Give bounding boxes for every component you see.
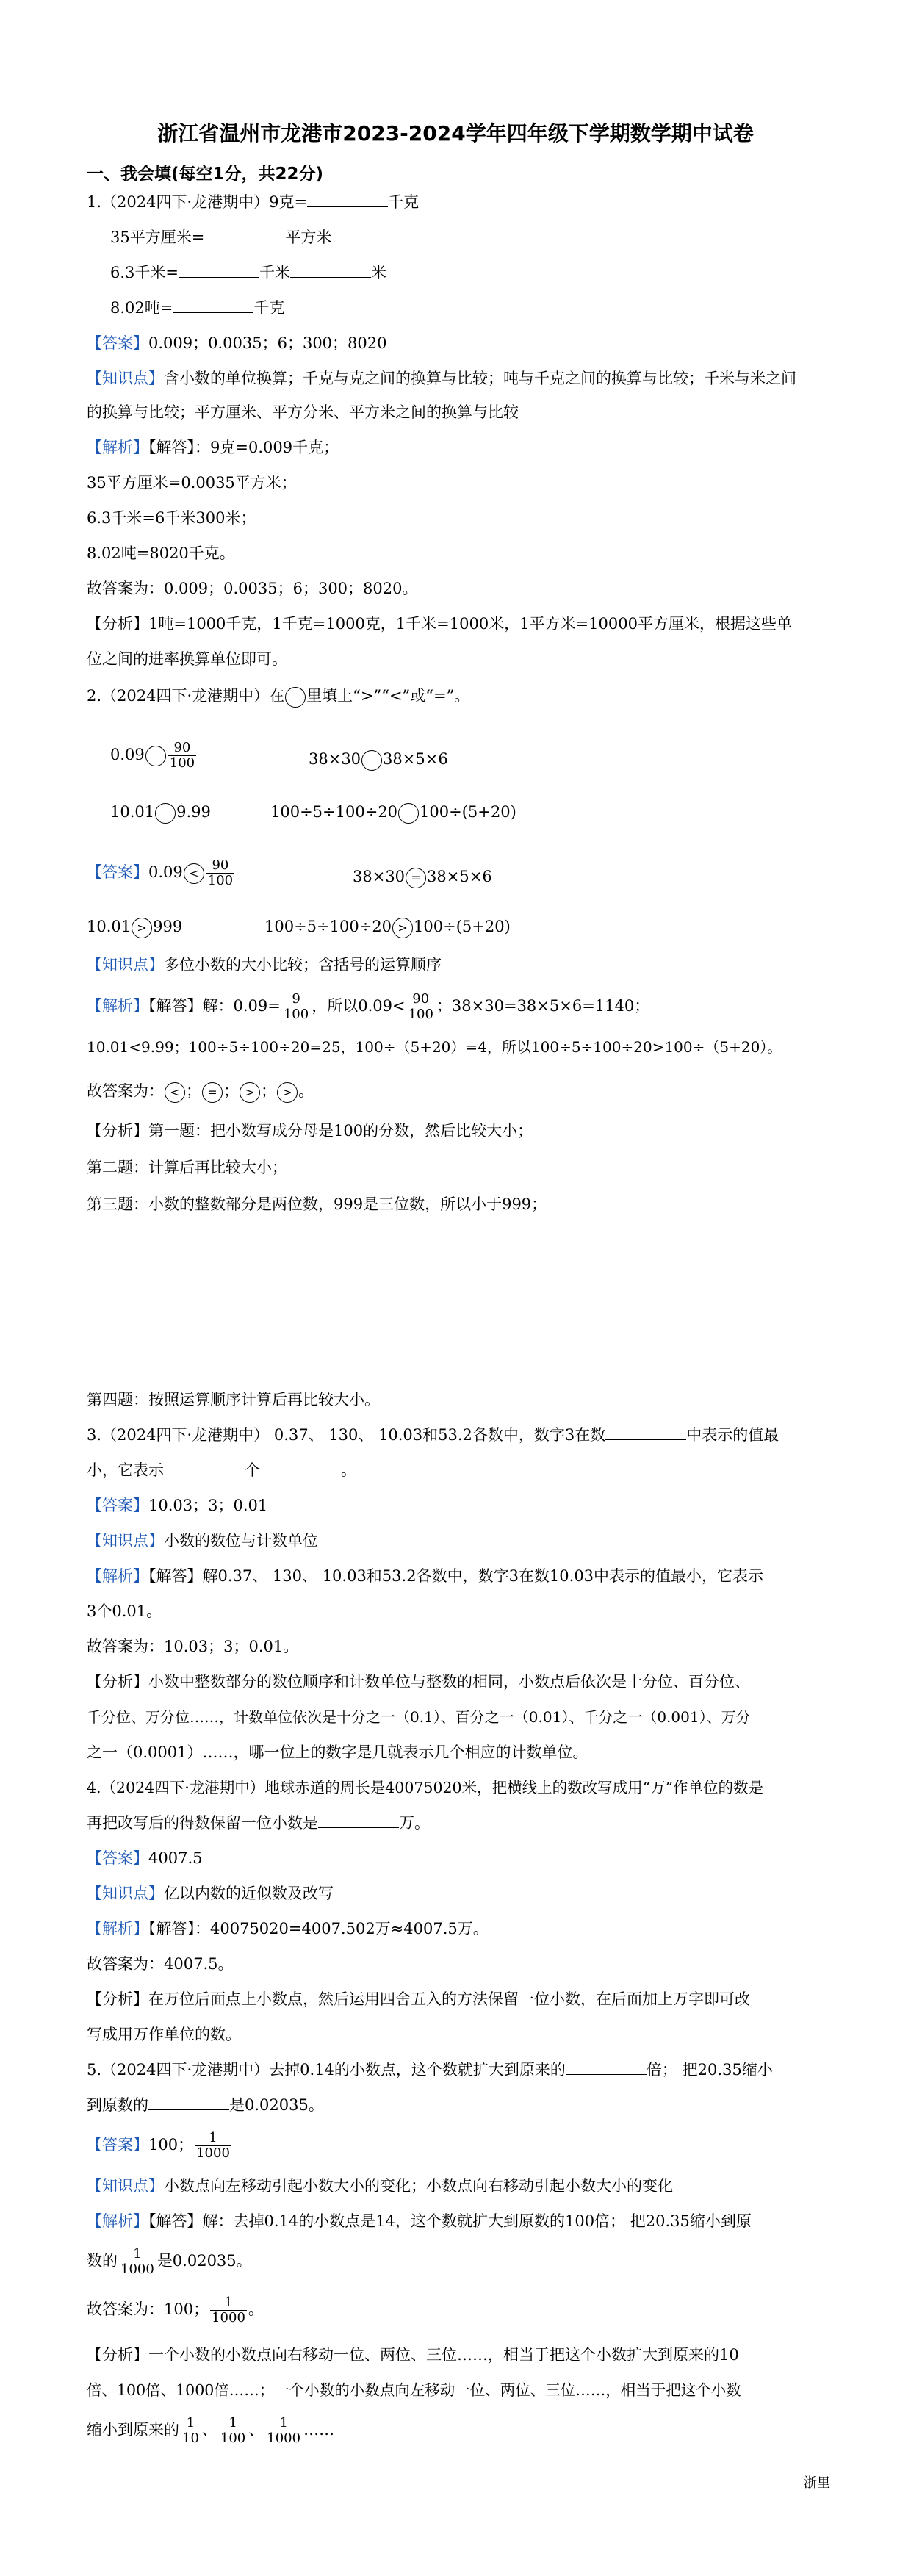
- q4-remark: 【分析】在万位后面点上小数点，然后运用四舍五入的方法保留一位小数，在后面加上万字即可改: [87, 1990, 750, 2008]
- q1-knowledge: 【知识点】含小数的单位换算；千克与克之间的换算与比较；吨与千克之间的换算与比较；千米与米之间: [87, 370, 796, 387]
- answer-blank[interactable]: [179, 262, 259, 278]
- q5-knowledge: 【知识点】小数点向左移动引起小数大小的变化；小数点向右移动引起小数大小的变化: [87, 2177, 673, 2195]
- q3-knowledge: 【知识点】小数的数位与计数单位: [87, 1532, 318, 1550]
- q4-answer: 【答案】4007.5: [87, 1849, 203, 1867]
- fraction: $\frac{90}{100}$: [169, 740, 195, 771]
- q2-answer-line1: 【答案】0.09 < $\frac{90}{100}$: [87, 857, 234, 888]
- q2-item2: 38×30 38×5×6: [309, 748, 448, 771]
- fraction: $\frac{90}{100}$: [207, 857, 234, 888]
- answer-circle: >: [240, 1082, 260, 1103]
- q1-answer: 【答案】0.009；0.0035；6；300；8020: [87, 334, 387, 352]
- q1-solution-line: 8.02吨=8020千克。: [87, 544, 235, 562]
- q2-remark-line: 第三题：小数的整数部分是两位数，999是三位数，所以小于999；: [87, 1195, 547, 1213]
- q2-remark-line: 第二题：计算后再比较大小；: [87, 1159, 287, 1176]
- q1-line3: 6.3千米= 千米 米: [110, 264, 386, 281]
- fraction: $\frac{1}{1000}$: [267, 2415, 301, 2446]
- q5-answer: 【答案】100； $\frac{1}{1000}$: [87, 2130, 230, 2161]
- answer-circle: >: [132, 918, 152, 938]
- q1-line4: 8.02吨= 千克: [110, 299, 285, 317]
- q3-final-answer: 故答案为：10.03；3；0.01。: [87, 1638, 299, 1655]
- q3-question-cont: 小，它表示 个 。: [87, 1461, 356, 1479]
- fraction: $\frac{1}{100}$: [220, 2415, 246, 2446]
- q5-analysis: 【解析】【解答】解：去掉0.14的小数点是14，这个数就扩大到原数的100倍； 把20.35缩小到原: [87, 2212, 752, 2230]
- compare-circle[interactable]: [155, 803, 176, 824]
- compare-circle[interactable]: [398, 803, 419, 824]
- q1-remark: 【分析】1吨=1000千克，1千克=1000克，1千米=1000米，1平方米=10000平方厘米，根据这些单: [87, 615, 792, 633]
- answer-circle: <: [184, 863, 204, 884]
- q2-analysis-cont: 10.01<9.99；100÷5÷100÷20=25，100÷（5+20）=4，所以100÷5÷100÷20>100÷（5+20）。: [87, 1038, 782, 1056]
- fraction: $\frac{1}{10}$: [182, 2415, 199, 2446]
- answer-circle: >: [277, 1082, 298, 1103]
- q5-remark-line: 倍、100倍、1000倍……；一个小数的小数点向左移动一位、两位、三位……，相当于把这个小数: [87, 2381, 741, 2399]
- q2-remark: 【分析】第一题：把小数写成分母是100的分数，然后比较大小；: [87, 1122, 533, 1140]
- q3-remark-line: 千分位、万分位……，计数单位依次是十分之一（0.1）、百分之一（0.01）、千分之一（0.001）、万分: [87, 1708, 751, 1726]
- answer-blank[interactable]: [204, 227, 285, 242]
- q3-remark-line: 之一（0.0001）……，哪一位上的数字是几就表示几个相应的计数单位。: [87, 1744, 588, 1761]
- answer-circle: <: [165, 1082, 185, 1103]
- q2-item3: 10.01 9.99: [110, 801, 211, 824]
- answer-circle: =: [406, 868, 426, 888]
- q3-analysis: 【解析】【解答】解0.37、 130、 10.03和53.2各数中，数字3在数10.03中表示的值最小，它表示: [87, 1567, 764, 1585]
- q5-question-cont: 到原数的 是0.02035。: [87, 2096, 324, 2114]
- q4-analysis: 【解析】【解答】：40075020=4007.502万≈4007.5万。: [87, 1920, 489, 1938]
- q5-question: 5.（2024四下·龙港期中）去掉0.14的小数点，这个数就扩大到原来的 倍； 把20.35缩小: [87, 2061, 773, 2079]
- q2-answer-item3: 10.01 > 999: [87, 915, 182, 938]
- q5-remark: 【分析】一个小数的小数点向右移动一位、两位、三位……，相当于把这个小数扩大到原来的10: [87, 2346, 739, 2364]
- answer-blank[interactable]: [290, 262, 371, 278]
- q4-remark-cont: 写成用万作单位的数。: [87, 2026, 241, 2043]
- fraction: $\frac{1}{1000}$: [196, 2130, 230, 2161]
- answer-blank[interactable]: [566, 2059, 647, 2075]
- q2-item4: 100÷5÷100÷20 100÷(5+20): [270, 801, 516, 824]
- section-heading: 一、我会填(每空1分，共22分): [87, 165, 324, 184]
- q2-knowledge: 【知识点】多位小数的大小比较；含括号的运算顺序: [87, 956, 442, 974]
- q1-analysis: 【解析】【解答】：9克=0.009千克；: [87, 439, 339, 456]
- q1-knowledge-cont: 的换算与比较；平方厘米、平方分米、平方米之间的换算与比较: [87, 403, 519, 421]
- answer-blank[interactable]: [148, 2095, 229, 2110]
- page-title: 浙江省温州市龙港市2023-2024学年四年级下学期数学期中试卷: [157, 121, 754, 145]
- q4-knowledge: 【知识点】亿以内数的近似数及改写: [87, 1885, 334, 1902]
- q5-analysis-cont: 数的 $\frac{1}{1000}$ 是0.02035。: [87, 2246, 252, 2277]
- q4-final-answer: 故答案为：4007.5。: [87, 1955, 234, 1973]
- q3-question: 3.（2024四下·龙港期中） 0.37、 130、 10.03和53.2各数中，数字3在数 中表示的值最: [87, 1426, 779, 1444]
- q2-answer-item4: 100÷5÷100÷20 > 100÷(5+20): [264, 915, 511, 938]
- q1-final-answer: 故答案为：0.009；0.0035；6；300；8020。: [87, 580, 418, 597]
- q2-question: 2.（2024四下·龙港期中）在 里填上“>”“<”或“=”。: [87, 685, 469, 708]
- answer-circle: =: [202, 1082, 223, 1103]
- q3-remark: 【分析】小数中整数部分的数位顺序和计数单位与整数的相同，小数点后依次是十分位、百分位、: [87, 1673, 750, 1691]
- q5-final-answer: 故答案为：100； $\frac{1}{1000}$ 。: [87, 2295, 264, 2325]
- q3-analysis-cont: 3个0.01。: [87, 1602, 162, 1620]
- q2-final-answer: 故答案为： < ； = ； > ； > 。: [87, 1080, 314, 1103]
- compare-circle[interactable]: [361, 750, 382, 771]
- q1-line2: 35平方厘米= 平方米: [110, 229, 332, 246]
- q1-remark-cont: 位之间的进率换算单位即可。: [87, 650, 287, 668]
- fraction: $\frac{1}{1000}$: [212, 2295, 245, 2325]
- answer-blank[interactable]: [260, 1460, 341, 1475]
- fraction: $\frac{90}{100}$: [408, 991, 433, 1022]
- q4-question: 4.（2024四下·龙港期中）地球赤道的周长是40075020米，把横线上的数改写成用“万”作单位的数是: [87, 1779, 764, 1796]
- fraction: $\frac{9}{100}$: [283, 991, 309, 1022]
- answer-blank[interactable]: [318, 1813, 399, 1828]
- answer-blank[interactable]: [164, 1460, 245, 1475]
- q1-solution-line: 6.3千米=6千米300米；: [87, 509, 256, 527]
- q1-solution-line: 35平方厘米=0.0035平方米；: [87, 474, 297, 492]
- q1-question: 1.（2024四下·龙港期中）9克= 千克: [87, 193, 420, 211]
- q3-answer: 【答案】10.03；3；0.01: [87, 1497, 268, 1514]
- compare-circle[interactable]: [145, 746, 166, 766]
- q2-remark-line: 第四题：按照运算顺序计算后再比较大小。: [87, 1391, 380, 1408]
- q2-item1: 0.09 $\frac{90}{100}$: [110, 740, 195, 771]
- q5-remark-line: 缩小到原来的 $\frac{1}{10}$ 、 $\frac{1}{100}$ 、 $\frac{1}{1000}$ ……: [87, 2415, 335, 2446]
- fraction: $\frac{1}{1000}$: [120, 2246, 154, 2277]
- q2-answer-item2: 38×30 = 38×5×6: [353, 866, 492, 888]
- page-footer: 浙里: [804, 2475, 830, 2491]
- q4-question-cont: 再把改写后的得数保留一位小数是 万。: [87, 1814, 430, 1832]
- answer-circle: >: [392, 918, 413, 938]
- answer-blank[interactable]: [307, 192, 388, 207]
- compare-circle: [285, 687, 306, 708]
- answer-blank[interactable]: [173, 298, 253, 313]
- answer-blank[interactable]: [605, 1425, 686, 1440]
- q2-analysis: 【解析】【解答】解：0.09= $\frac{9}{100}$ ，所以0.09< $\frac{90}{100}$ ；38×30=38×5×6=1140；: [87, 991, 650, 1022]
